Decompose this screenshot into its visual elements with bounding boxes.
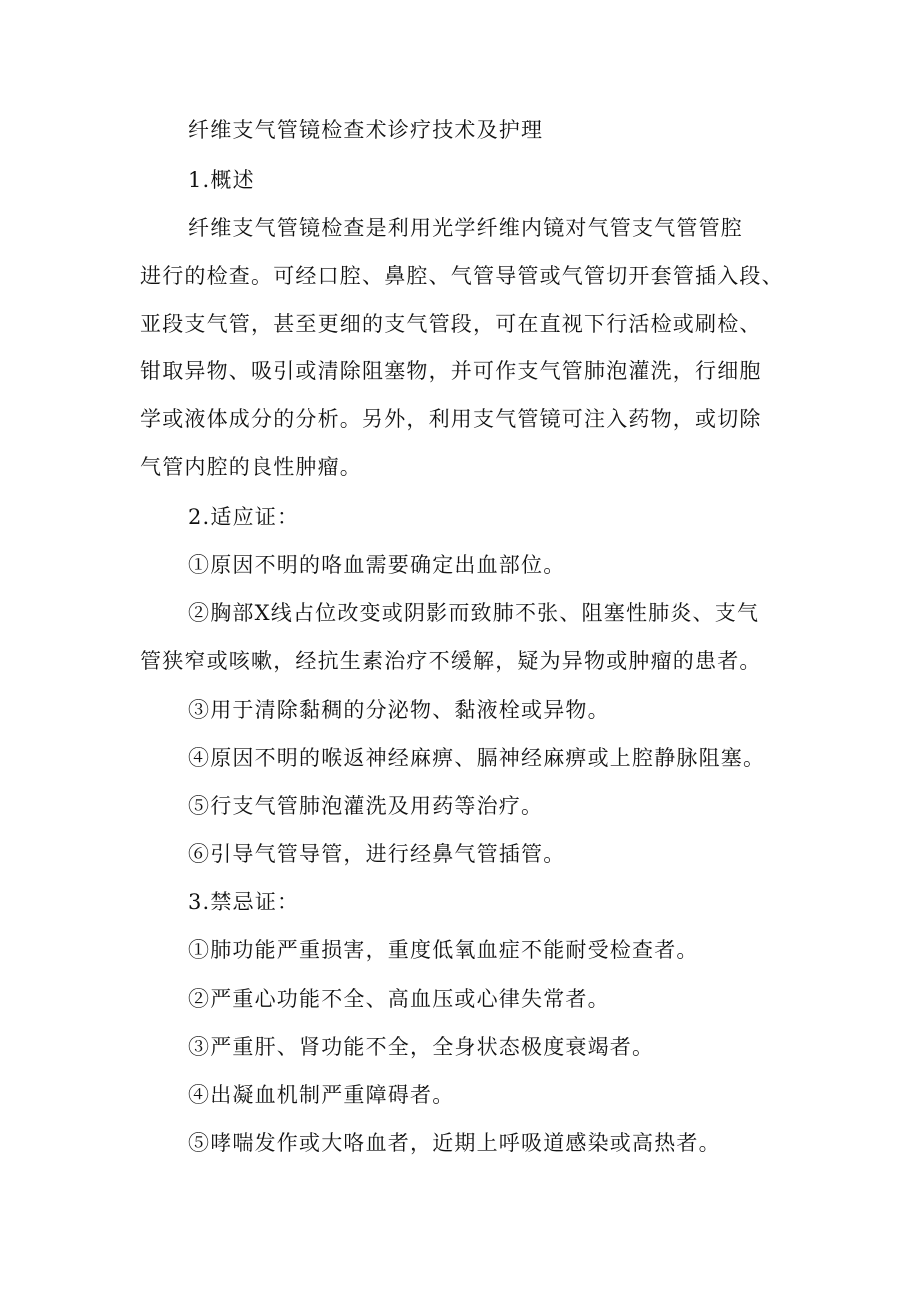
contraindication-item-2: ②严重心功能不全、高血压或心律失常者。 <box>188 987 610 1011</box>
indication-item-6: ⑥引导气管导管，进行经鼻气管插管。 <box>188 842 566 866</box>
section-3-heading: 3.禁忌证： <box>188 890 300 914</box>
paragraph-line: 学或液体成分的分析。另外，利用支气管镜可注入药物，或切除 <box>140 407 762 431</box>
paragraph-line: 气管内腔的良性肿瘤。 <box>140 455 362 479</box>
indication-item-3: ③用于清除黏稠的分泌物、黏液栓或异物。 <box>188 698 610 722</box>
paragraph-line: 亚段支气管，甚至更细的支气管段，可在直视下行活检或刷检、 <box>140 312 762 336</box>
contraindication-item-4: ④出凝血机制严重障碍者。 <box>188 1083 455 1107</box>
paragraph-line: 纤维支气管镜检查是利用光学纤维内镜对气管支气管管腔 <box>188 216 743 240</box>
section-2-heading: 2.适应证： <box>188 505 300 529</box>
paragraph-line: 进行的检查。可经口腔、鼻腔、气管导管或气管切开套管插入段、 <box>140 264 784 288</box>
indication-item-4: ④原因不明的喉返神经麻痹、膈神经麻痹或上腔静脉阻塞。 <box>188 746 766 770</box>
contraindication-item-3: ③严重肝、肾功能不全，全身状态极度衰竭者。 <box>188 1035 655 1059</box>
indication-item-2-line-1: ②胸部X线占位改变或阴影而致肺不张、阻塞性肺炎、支气 <box>188 601 760 625</box>
document-title: 纤维支气管镜检查术诊疗技术及护理 <box>188 118 544 142</box>
indication-item-1: ①原因不明的咯血需要确定出血部位。 <box>188 553 566 577</box>
paragraph-line: 钳取异物、吸引或清除阻塞物，并可作支气管肺泡灌洗，行细胞 <box>140 359 762 383</box>
contraindication-item-1: ①肺功能严重损害，重度低氧血症不能耐受检查者。 <box>188 938 699 962</box>
indication-item-5: ⑤行支气管肺泡灌洗及用药等治疗。 <box>188 794 544 818</box>
indication-item-2-line-2: 管狭窄或咳嗽，经抗生素治疗不缓解，疑为异物或肿瘤的患者。 <box>140 649 762 673</box>
contraindication-item-5: ⑤哮喘发作或大咯血者，近期上呼吸道感染或高热者。 <box>188 1131 721 1155</box>
section-1-heading: 1.概述 <box>188 168 255 192</box>
